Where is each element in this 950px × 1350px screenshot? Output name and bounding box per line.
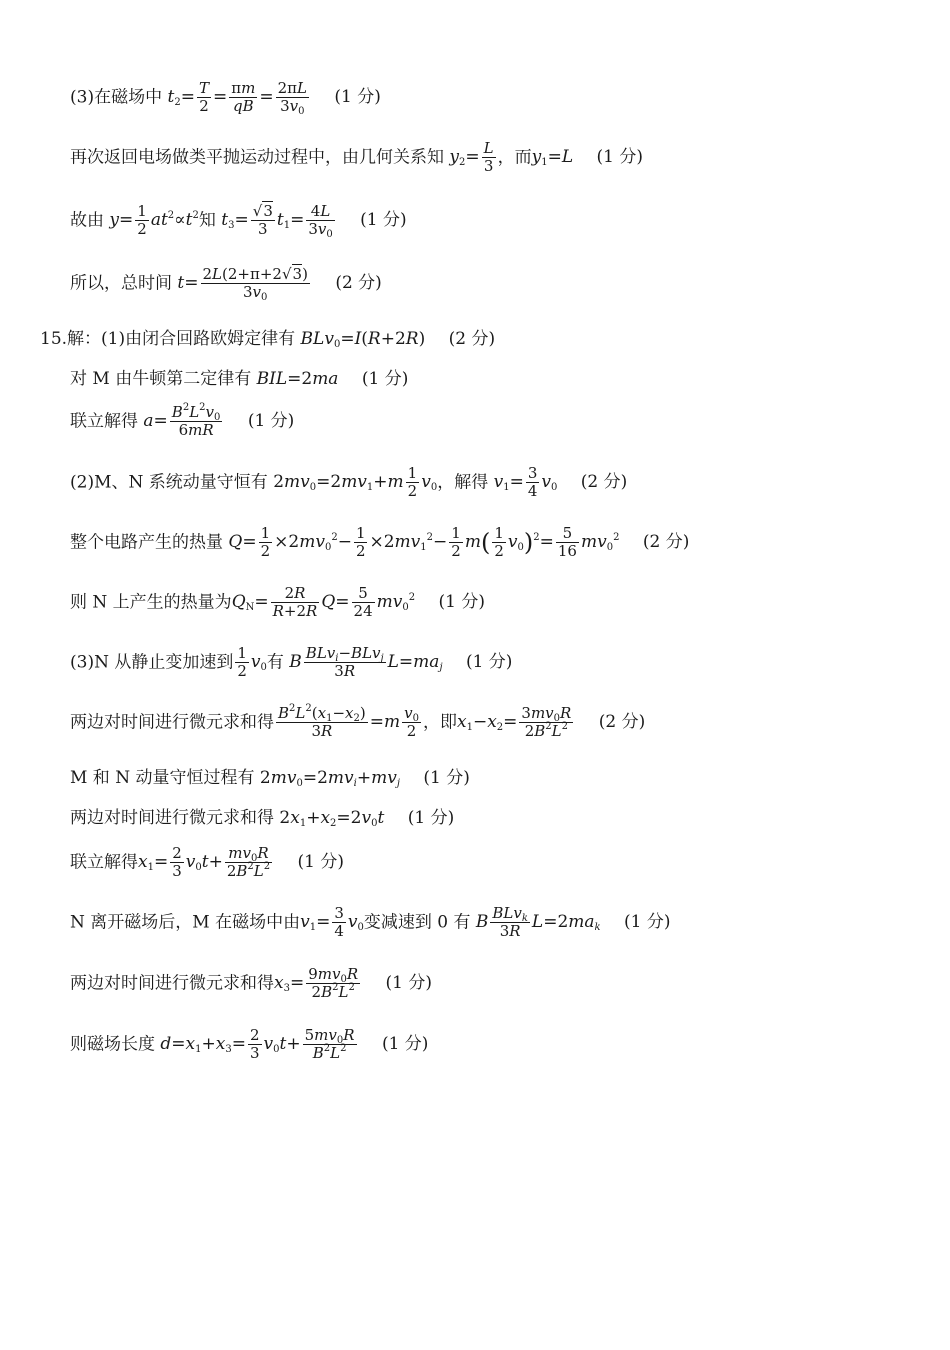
formula: y= $\frac{1}{2}$ $at^2\propto t^2$ bbox=[109, 202, 199, 239]
formula: B BLv$_i$−BLv$_j$ 3R $L=ma_j$ bbox=[289, 644, 443, 681]
score-mark: (1 分) bbox=[360, 210, 407, 231]
q15-line-14 bbox=[70, 1027, 428, 1063]
score-mark: (2 分) bbox=[598, 712, 646, 733]
line-text: 变减速到 0 有 bbox=[363, 912, 471, 933]
score-mark: (2 分) bbox=[580, 472, 628, 493]
score-mark: (1 分) bbox=[407, 808, 455, 828]
formula: $y_2=$ $\frac{L}{3}$ bbox=[449, 139, 494, 176]
formula: Q= $\frac{1}{2}$ $\times 2mv_0^2-$ $\frac{1}{2}$ $\times 2mv_1^2-$ $\frac{1}{2}$ m( $\frac{1}{2}$ $v_0)^2=$ $\frac{5}{16}$ $mv_0^2$ bbox=[228, 524, 620, 561]
line-text: (3)在磁场中 bbox=[70, 87, 163, 108]
line-text: N 离开磁场后，M 在磁场中由 bbox=[70, 912, 301, 933]
formula: $v_1=$ $\frac{3}{4}$ $v_0$ bbox=[493, 464, 558, 501]
q15-line-7 bbox=[70, 645, 512, 681]
formula: $Q_N=$ $\frac{2R}{R+2R}$ Q= $\frac{5}{24}$ $mv_0^2$ bbox=[231, 584, 416, 621]
formula: t= $\frac{2L(2+\pi+2√3)}{3v_0}$ bbox=[177, 265, 308, 304]
line-text: 对 M 由牛顿第二定律有 bbox=[70, 369, 252, 389]
q15-line-2 bbox=[70, 364, 408, 389]
formula: $\frac{B^2L^2(x_1-x_2)}{3R}$ =m $\frac{v_0}{2}$ bbox=[278, 703, 419, 741]
formula: $2mv_0=2mv_1+m$ $\frac{1}{2}$ $v_0$ bbox=[273, 464, 438, 501]
formula: $\frac{1}{2}$ $v_0$ bbox=[237, 644, 267, 681]
q14-line-2 bbox=[70, 140, 643, 176]
score-mark: (2 分) bbox=[642, 532, 690, 553]
line-text: 两边对时间进行微元求和得 bbox=[70, 973, 274, 994]
line-text: 联立解得 bbox=[70, 411, 138, 432]
formula: $x_1-x_2=$ $\frac{3mv_0R}{2B^2L^2}$ bbox=[456, 704, 572, 741]
formula: $t_3=$ $\frac{√3}{3}$ $t_1=$ $\frac{4L}{3v_0}$ bbox=[221, 202, 333, 241]
q15-line-11 bbox=[70, 845, 344, 881]
line-text: 两边对时间进行微元求和得 bbox=[70, 808, 274, 828]
q14-line-4 bbox=[70, 266, 382, 302]
score-mark: (2 分) bbox=[335, 273, 382, 294]
score-mark: (1 分) bbox=[465, 652, 513, 673]
line-text: 所以，总时间 bbox=[70, 273, 172, 294]
line-text: 知 bbox=[198, 210, 216, 231]
line-text: ，解得 bbox=[437, 472, 489, 493]
score-mark: (1 分) bbox=[381, 1034, 429, 1055]
line-text: 则磁场长度 bbox=[70, 1034, 155, 1055]
q15-line-6 bbox=[70, 585, 485, 621]
line-text: M 和 N 动量守恒过程有 bbox=[70, 768, 255, 788]
score-mark: (1 分) bbox=[361, 369, 409, 389]
line-text: 联立解得 bbox=[70, 852, 138, 873]
line-text: 两边对时间进行微元求和得 bbox=[70, 712, 274, 733]
score-mark: (1 分) bbox=[438, 592, 485, 613]
line-text: 整个电路产生的热量 bbox=[70, 532, 223, 553]
formula: $2mv_0=2mv_i+mv_j$ bbox=[259, 768, 400, 789]
score-mark: (1 分) bbox=[247, 411, 295, 432]
score-mark: (1 分) bbox=[624, 912, 671, 933]
formula: $x_3=$ $\frac{9mv_0R}{2B^2L^2}$ bbox=[274, 965, 359, 1002]
formula: $t_2=$ $\frac{T}{2}$ = $\frac{\pi m}{qB}$ = $\frac{2\pi L}{3v_0}$ bbox=[167, 79, 307, 118]
line-text: 再次返回电场做类平抛运动过程中，由几何关系知 bbox=[70, 147, 444, 168]
q15-line-8 bbox=[70, 705, 645, 741]
score-mark: (2 分) bbox=[448, 329, 496, 349]
q15-line-5 bbox=[70, 525, 689, 561]
q15-line-9 bbox=[70, 763, 470, 788]
line-text: 有 bbox=[266, 652, 284, 673]
formula: $d=x_1+x_3=$ $\frac{2}{3}$ $v_0t+$ $\frac{5mv_0R}{B^2L^2}$ bbox=[160, 1026, 355, 1063]
score-mark: (1 分) bbox=[596, 147, 644, 168]
formula: $2x_1+x_2=2v_0t$ bbox=[279, 808, 385, 829]
line-text: (2)M、N 系统动量守恒有 bbox=[70, 472, 268, 493]
q15-line-12 bbox=[70, 905, 671, 941]
q15-line-4 bbox=[70, 465, 627, 501]
score-mark: (1 分) bbox=[297, 852, 345, 873]
score-mark: (1 分) bbox=[334, 87, 381, 108]
formula: BLv$_0$=I(R+2R) bbox=[300, 329, 426, 350]
score-mark: (1 分) bbox=[385, 973, 433, 994]
formula: a= $\frac{B^2L^2v_0}{6mR}$ bbox=[143, 402, 221, 440]
q15-line-3 bbox=[70, 404, 294, 440]
question-number: 15. bbox=[40, 329, 68, 349]
line-text: 则 N 上产生的热量为 bbox=[70, 592, 232, 613]
formula: BIL=2ma bbox=[256, 369, 339, 389]
formula: $y_1=L$ bbox=[531, 147, 574, 169]
formula: $x_1=$ $\frac{2}{3}$ $v_0t+$ $\frac{mv_0R}{2B^2L^2}$ bbox=[138, 844, 271, 881]
formula: $v_1=$ $\frac{3}{4}$ $v_0$ bbox=[300, 904, 364, 941]
formula: B BLv$_k$ 3R $L=2ma_k$ bbox=[475, 904, 601, 941]
q14-line-3 bbox=[70, 203, 407, 239]
q15-line-10 bbox=[70, 803, 454, 828]
q15-line-1 bbox=[40, 324, 495, 349]
line-text: 解：(1)由闭合回路欧姆定律有 bbox=[67, 329, 296, 349]
q14-line-1 bbox=[70, 80, 381, 116]
line-text: ，而 bbox=[497, 147, 532, 168]
score-mark: (1 分) bbox=[423, 768, 470, 788]
q15-line-13 bbox=[70, 966, 432, 1002]
line-text: (3)N 从静止变加速到 bbox=[70, 652, 234, 673]
line-text: 故由 bbox=[70, 210, 104, 231]
line-text: ，即 bbox=[422, 712, 457, 733]
